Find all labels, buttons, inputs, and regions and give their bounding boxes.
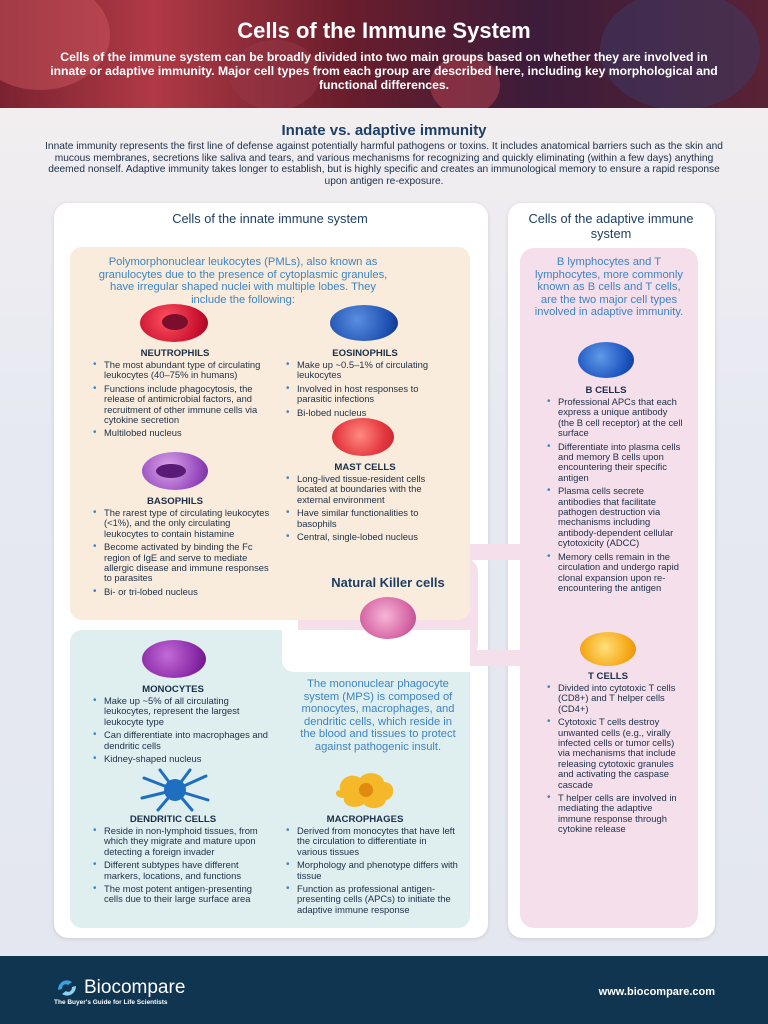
t-cell-icon [580,632,636,666]
monocytes-name: MONOCYTES [142,684,204,695]
nk-title: Natural Killer cells [331,575,445,590]
dendritic-cell-icon [140,768,210,812]
list-item: • The most abundant type of circulating leukocytes (40–75% in humans) [104,360,270,381]
dendritic-name: DENDRITIC CELLS [129,814,217,825]
b-cells-name: B CELLS [585,385,627,396]
section-title: Innate vs. adaptive immunity [281,122,487,139]
list-item: • Kidney-shaped nucleus [104,754,270,764]
innate-title: Cells of the innate immune system [172,211,368,226]
list-item: • Make up ~0.5–1% of circulating leukocytes [297,360,453,381]
connector-top [470,544,530,560]
list-item: • Function as professional antigen-presenting cells (APCs) to initiate the adaptive immune response [297,884,458,915]
mast-cells-list [283,474,455,545]
mps-intro: The mononuclear phagocyte system (MPS) is composed of monocytes, macrophages, and dendritic cells, which reside in the blood and tissues to protect against pathogenic insult. [300,678,456,753]
list-item: • T helper cells are involved in mediating the adaptive immune response through cytokine release [558,793,686,835]
basophil-icon [142,452,208,490]
section-text: Innate immunity represents the first line of defense against potentially harmful pathogens or toxins. It includes anatomical barriers such as the skin and mucous membranes, secretions like saliva and tears, and various mechanisms for recognizing and quickly eliminating (within a few days) anything deemed nonself. Adaptive immunity takes longer to establish, but is highly specific and creates an immunological memory to ensure a rapid response upon antigen re-exposure. [45,141,723,187]
footer-url-link[interactable]: www.biocompare.com [598,986,715,998]
mast-cell-icon [332,418,394,456]
neutrophil-icon [140,304,208,342]
header-intro: Cells of the immune system can be broadly divided into two main groups based on whether they are involved in innate or adaptive immunity. Major cell types from each group are described here, including key morphological and functional differences. [50,50,718,92]
list-item: • Cytotoxic T cells destroy unwanted cells (e.g., virally infected cells or tumor cells) via mechanisms that include releasing cytotoxic granules and activating the caspase cascade [558,717,686,790]
list-item: • Functions include phagocytosis, the release of antimicrobial factors, and recruitment of other immune cells via cytokine secretion [104,384,270,426]
dendritic-list [90,826,270,908]
macrophages-name: MACROPHAGES [326,814,404,825]
macrophages-list [283,826,458,918]
list-item: • Different subtypes have different markers, locations, and functions [104,860,270,881]
macrophage-icon [330,768,400,812]
header-banner [0,0,768,108]
footer-brand: Biocompare [84,977,186,998]
list-item: • Multilobed nucleus [104,428,270,438]
mast-cells-name: MAST CELLS [334,462,396,473]
list-item: • Reside in non-lymphoid tissues, from which they migrate and mature upon detecting a foreign invader [104,826,270,857]
list-item: • Derived from monocytes that have left the circulation to differentiate in various tissues [297,826,458,857]
b-cells-list [544,397,686,596]
b-cell-icon [578,342,634,378]
nk-cell-icon [360,597,416,639]
list-item: • The most potent antigen-presenting cells due to their large surface area [104,884,270,905]
list-item: • Bi-lobed nucleus [297,408,453,418]
list-item: • Involved in host responses to parasitic infections [297,384,453,405]
neutrophils-name: NEUTROPHILS [140,348,210,359]
list-item: • Memory cells remain in the circulation and undergo rapid clonal expansion upon re-encountering the antigen [558,552,686,594]
list-item: • Divided into cytotoxic T cells (CD8+) and T helper cells (CD4+) [558,683,686,714]
list-item: • Have similar functionalities to basophils [297,508,455,529]
footer [0,956,768,1024]
list-item: • Central, single-lobed nucleus [297,532,455,542]
t-cells-name: T CELLS [588,671,628,682]
list-item: • Long-lived tissue-resident cells located at boundaries with the external environment [297,474,455,505]
list-item: • Morphology and phenotype differs with tissue [297,860,458,881]
list-item: • Can differentiate into macrophages and dendritic cells [104,730,270,751]
footer-tagline: The Buyer's Guide for Life Scientists [54,999,168,1006]
eosinophil-icon [330,305,398,341]
t-cells-list [544,683,686,838]
list-item: • Professional APCs that each express a unique antibody (the B cell receptor) at the cell surface [558,397,686,439]
monocyte-icon [142,640,206,678]
list-item: • Bi- or tri-lobed nucleus [104,587,270,597]
list-item: • Differentiate into plasma cells and memory B cells upon encountering their specific antigen [558,442,686,484]
eosinophils-list [283,360,453,421]
eosinophils-name: EOSINOPHILS [332,348,398,359]
adaptive-title: Cells of the adaptive immune system [528,211,694,241]
list-item: • Become activated by binding the Fc region of IgE and serve to mediate allergic disease and immune responses to parasites [104,542,270,584]
list-item: • Make up ~5% of all circulating leukocytes, represent the largest leukocyte type [104,696,270,727]
neutrophils-list [90,360,270,442]
basophils-name: BASOPHILS [147,496,203,507]
basophils-list [90,508,270,600]
list-item: • The rarest type of circulating leukocytes (<1%), and the only circulating leukocytes to contain histamine [104,508,270,539]
monocytes-list [90,696,270,767]
biocompare-logo-icon [54,976,80,1000]
page-title: Cells of the Immune System [237,18,531,43]
adaptive-intro: B lymphocytes and T lymphocytes, more commonly known as B cells and T cells, are the two major cell types involved in adaptive immunity. [534,256,684,319]
pml-intro: Polymorphonuclear leukocytes (PMLs), also known as granulocytes due to the presence of cytoplasmic granules, have irregular shaped nuclei with multiple lobes. They include the following: [98,256,388,306]
list-item: • Plasma cells secrete antibodies that facilitate pathogen destruction via mechanisms including antibody-dependent cellular cytotoxicity (ADCC) [558,486,686,548]
